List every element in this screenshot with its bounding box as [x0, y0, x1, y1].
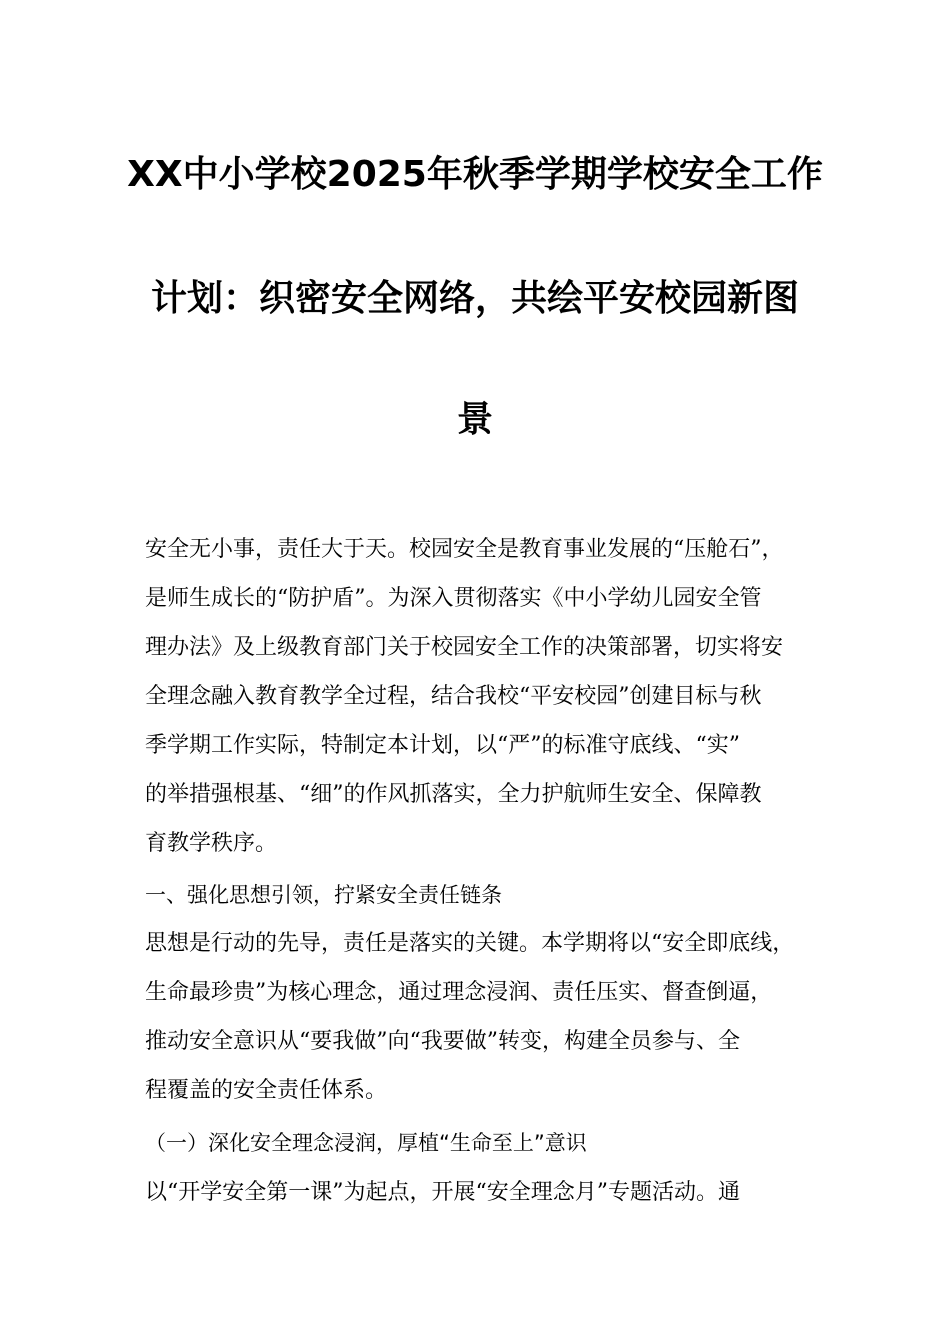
document-title-line-1: XX中小学校2025年秋季学期学校安全工作	[127, 154, 823, 195]
section-1-heading: 一、强化思想引领，拧紧安全责任链条	[145, 883, 502, 907]
intro-line: 季学期工作实际，特制定本计划，以“严”的标准守底线、“实”	[145, 733, 740, 758]
intro-line: 理办法》及上级教育部门关于校园安全工作的决策部署，切实将安	[145, 635, 784, 660]
section-1-line: 推动安全意识从“要我做”向“我要做”转变，构建全员参与、全	[145, 1029, 740, 1054]
subsection-1-heading: （一）深化安全理念浸润，厚植“生命至上”意识	[145, 1131, 587, 1155]
document-title-line-2: 计划：织密安全网络，共绘平安校园新图	[150, 278, 799, 319]
subsection-1-line: 以“开学安全第一课”为起点，开展“安全理念月”专题活动。通	[145, 1180, 740, 1205]
intro-line: 的举措强根基、“细”的作风抓落实，全力护航师生安全、保障教	[145, 782, 762, 807]
document-title-line-3: 景	[456, 399, 493, 440]
intro-line: 全理念融入教育教学全过程，结合我校“平安校园”创建目标与秋	[145, 684, 762, 709]
intro-line: 是师生成长的“防护盾”。为深入贯彻落实《中小学幼儿园安全管	[145, 586, 762, 611]
section-1-line: 生命最珍贵”为核心理念，通过理念浸润、责任压实、督查倒逼，	[145, 980, 773, 1005]
intro-line: 育教学秩序。	[145, 831, 278, 856]
section-1-line: 程覆盖的安全责任体系。	[145, 1078, 388, 1103]
intro-line: 安全无小事，责任大于天。校园安全是教育事业发展的“压舱石”，	[145, 537, 784, 562]
section-1-line: 思想是行动的先导，责任是落实的关键。本学期将以“安全即底线，	[145, 931, 795, 956]
